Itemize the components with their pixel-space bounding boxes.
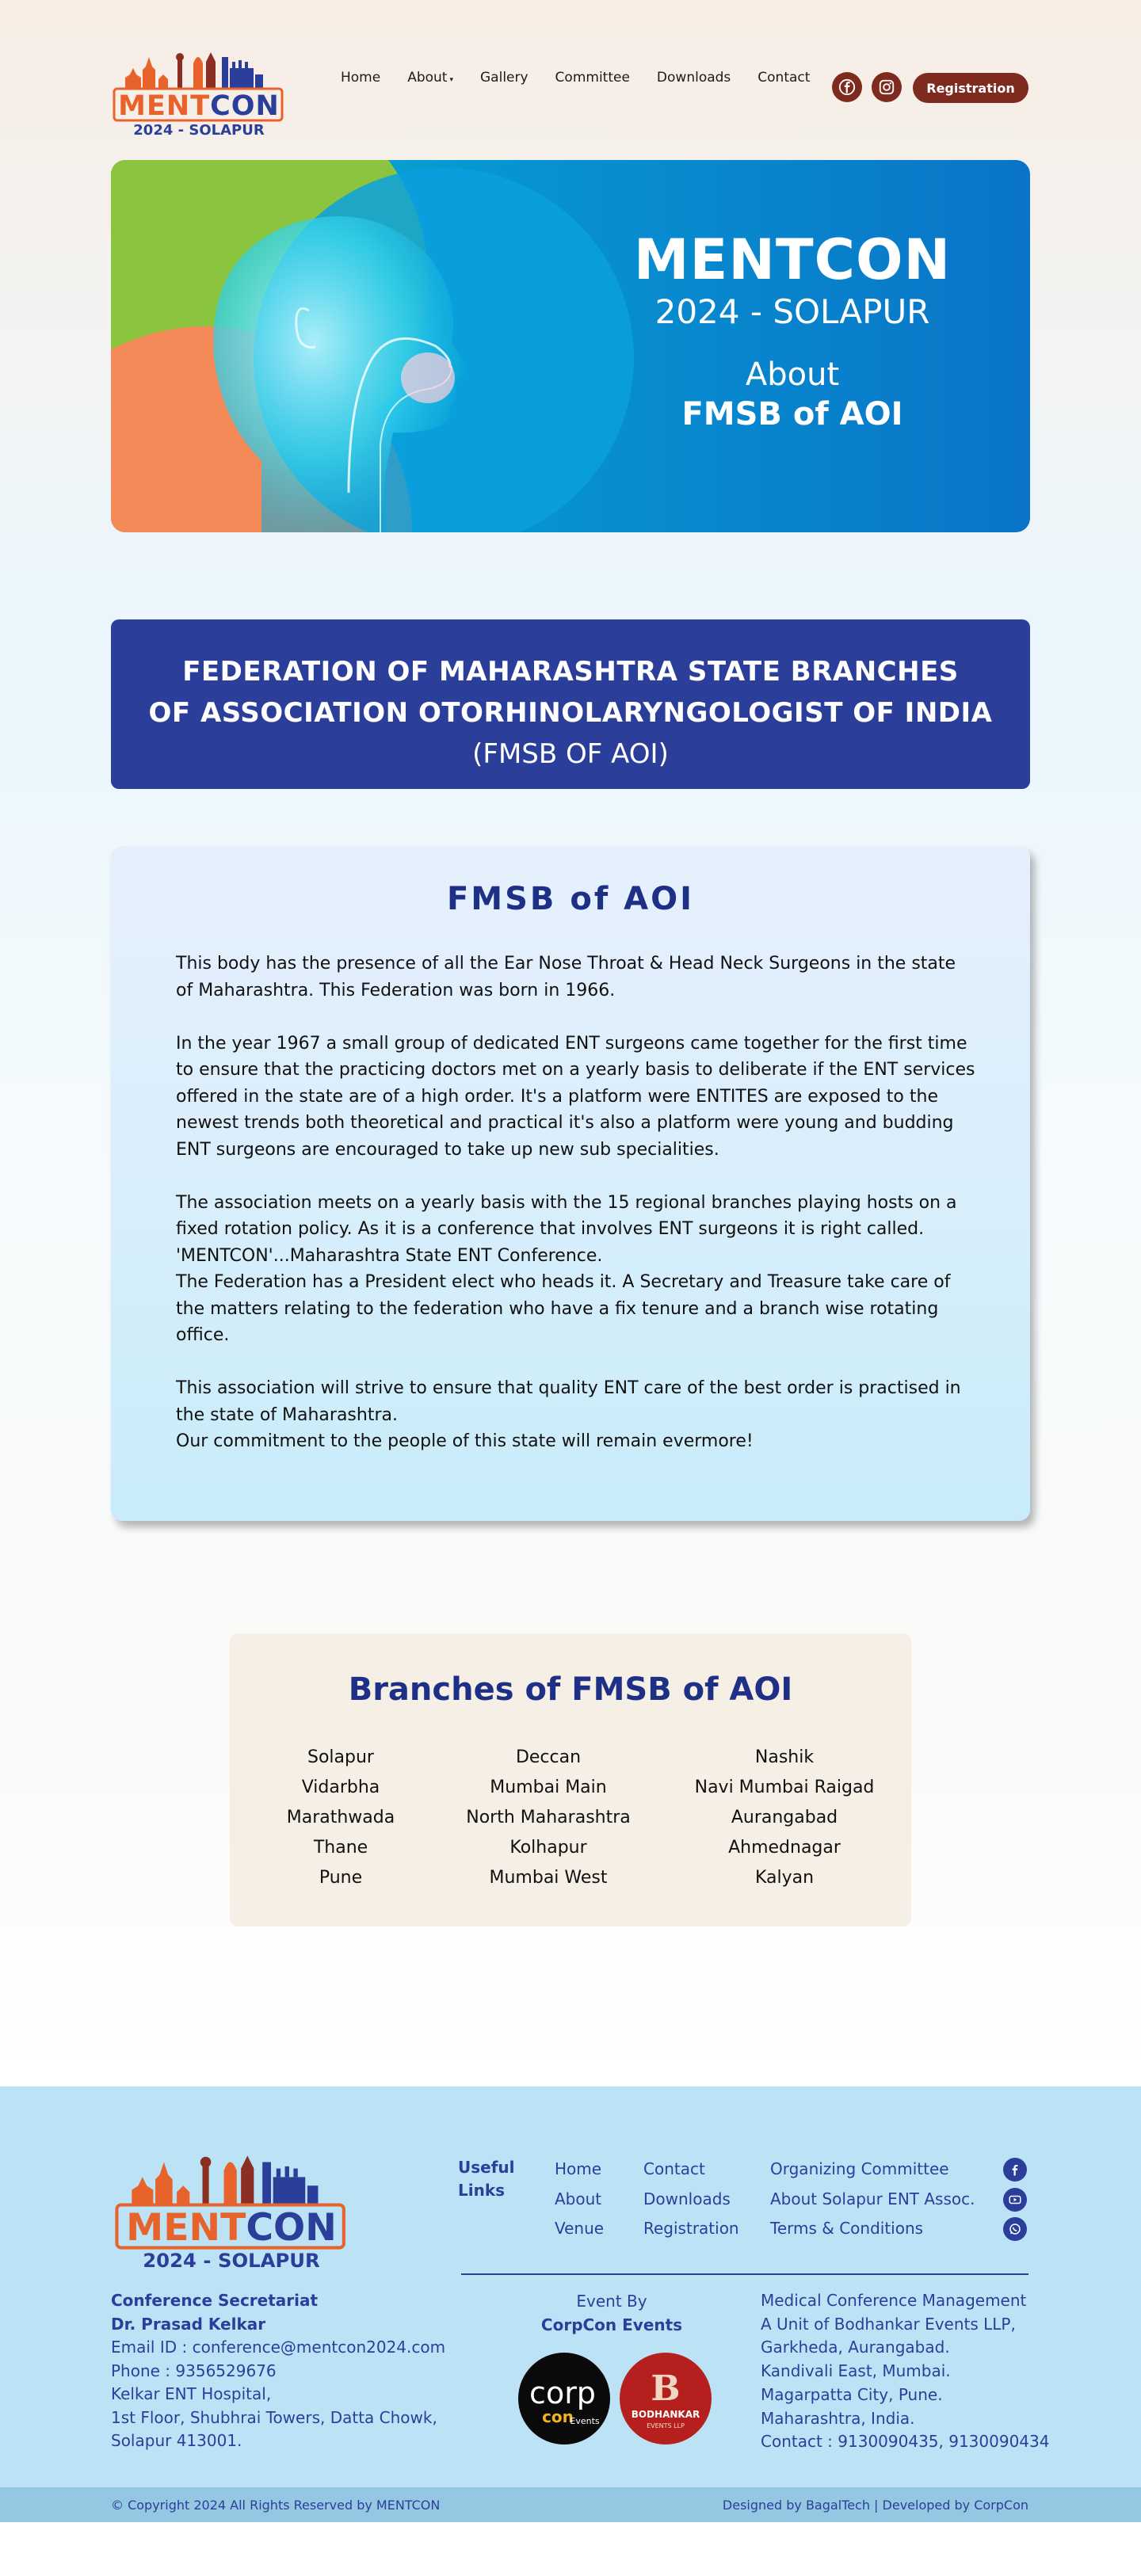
corpcon-logo-sub: con [542,2407,574,2426]
secretariat-name: Dr. Prasad Kelkar [111,2314,266,2334]
nav-committee[interactable]: Committee [555,70,630,86]
about-card [111,846,1030,1521]
about-paragraph: This body has the presence of all the Ear Nose Throat & Head Neck Surgeons in the state of Maharashtra. This Federation was born in 1966. [176,954,956,1000]
whatsapp-icon[interactable] [1003,2217,1027,2241]
branches-card [230,1633,911,1926]
youtube-icon[interactable] [1003,2188,1027,2212]
federation-banner [111,619,1030,789]
branch-item: Kalyan [754,1868,815,1888]
copyright-text: © Copyright 2024 All Rights Reserved by MENTCON [111,2498,441,2513]
branch-item: Solapur [307,1747,374,1767]
svg-text:2024 - SOLAPUR: 2024 - SOLAPUR [133,122,265,139]
nav-downloads[interactable]: Downloads [656,70,731,86]
footer-link-downloads[interactable]: Downloads [643,2189,731,2208]
copyright-bar [0,2487,1141,2522]
secretariat-phone[interactable]: Phone : 9356529676 [111,2361,277,2380]
secretariat-address-1: 1st Floor, Shubhrai Towers, Datta Chowk, [111,2407,437,2427]
federation-line-3: (FMSB OF AOI) [472,738,669,770]
nav-gallery[interactable]: Gallery [480,70,529,86]
management-line: Magarpatta City, Pune. [761,2384,943,2404]
footer-link-registration[interactable]: Registration [643,2219,739,2238]
branch-item: Mumbai West [489,1868,608,1888]
site-footer [0,2086,1141,2521]
event-by [532,2289,691,2337]
management-line: A Unit of Bodhankar Events LLP, [761,2314,1016,2334]
site-header [0,0,1141,151]
corpcon-logo[interactable] [517,2351,612,2446]
about-body [176,951,976,1455]
instagram-icon[interactable] [872,72,902,102]
about-paragraph: The association meets on a yearly basis with the 15 regional branches playing hosts on a fixed rotation policy. As it is a conference that involves ENT surgeons it is right called. 'MENTCON'...Maharashtra State ENT Conference. [176,1192,957,1266]
footer-social [1003,2158,1027,2247]
secretariat-address-2: Solapur 413001. [111,2431,242,2450]
branch-column [681,1743,887,1893]
mentcon-logo[interactable] [111,22,287,139]
secretariat-hospital: Kelkar ENT Hospital, [111,2384,272,2403]
branch-item: Deccan [515,1747,582,1767]
main-nav [341,70,837,86]
branches-title: Branches of FMSB of AOI [348,1671,793,1708]
nav-home[interactable]: Home [341,70,381,86]
facebook-icon[interactable] [1003,2158,1027,2182]
partner-logos [517,2351,713,2446]
footer-mentcon-logo[interactable] [111,2115,352,2273]
about-paragraph: This association will strive to ensure that quality ENT care of the best order is practised in the state of Maharashtra. [176,1378,961,1425]
footer-divider [461,2273,1028,2275]
branch-item: Nashik [754,1747,815,1767]
conference-secretariat [111,2289,445,2453]
branch-column [445,1743,651,1893]
nav-contact[interactable]: Contact [757,70,811,86]
federation-line-1: FEDERATION OF MAHARASHTRA STATE BRANCHES [182,656,959,688]
management-contact[interactable]: Contact : 9130090435, 9130090434 [761,2432,1050,2452]
branch-item: Kolhapur [509,1838,587,1858]
footer-links-col-1 [555,2155,604,2244]
corpcon-logo-tag: Events [570,2416,600,2426]
svg-text:MENTCON: MENTCON [126,2206,337,2250]
logo-wordmark: MENTCON [118,90,280,122]
hero-title: MENTCON [633,227,952,292]
management-line: Kandivali East, Mumbai. [761,2361,951,2381]
conference-management [761,2289,1049,2454]
branch-item: Ahmednagar [728,1838,841,1858]
about-paragraph: In the year 1967 a small group of dedicated ENT surgeons came together for the first time to ensure that the practicing doctors met on a yearly basis to deliberate if the ENT services offered in the state are of a high order. It's a platform were ENTITES are exposed to the newest trends both theoretical and practical it's also a platform were young and budding ENT surgeons are encouraged to take up new sub specialities. [176,1033,975,1160]
branch-item: Thane [313,1838,368,1858]
management-line: Medical Conference Management [761,2291,1027,2310]
registration-button[interactable]: Registration [913,73,1028,103]
secretariat-email[interactable]: Email ID : conference@mentcon2024.com [111,2338,446,2357]
bodhankar-logo-sub: EVENTS LLP [647,2422,685,2429]
management-line: Maharashtra, India. [761,2408,915,2428]
footer-link-organizing-committee[interactable]: Organizing Committee [770,2159,949,2178]
secretariat-heading: Conference Secretariat [111,2291,319,2310]
chevron-down-icon: ▾ [449,76,453,84]
branch-item: North Maharashtra [466,1808,631,1827]
footer-link-contact[interactable]: Contact [643,2159,705,2178]
branch-item: Marathwada [286,1808,395,1827]
branch-item: Mumbai Main [490,1778,607,1797]
bodhankar-logo-text: BODHANKAR [631,2409,700,2420]
branch-column [238,1743,444,1893]
useful-links-label: Useful Links [458,2158,515,2200]
federation-line-2: OF ASSOCIATION OTORHINOLARYNGOLOGIST OF INDIA [148,697,993,729]
branch-item: Vidarbha [301,1778,380,1797]
footer-link-home[interactable]: Home [555,2159,602,2178]
credits-text[interactable]: Designed by BagalTech | Developed by CorpCon [722,2498,1028,2513]
branch-item: Navi Mumbai Raigad [694,1778,875,1797]
event-by-label: Event By [576,2292,647,2311]
bodhankar-logo[interactable] [618,2351,713,2446]
footer-link-venue[interactable]: Venue [555,2219,605,2238]
footer-link-terms[interactable]: Terms & Conditions [770,2219,924,2238]
about-paragraph: The Federation has a President elect who heads it. A Secretary and Treasure take care of the matters relating to the federation who have a fix tenure and a branch wise rotating office. [176,1272,951,1345]
header-social [832,72,902,102]
hero-subtitle: 2024 - SOLAPUR [654,292,930,331]
event-by-company: CorpCon Events [540,2315,683,2334]
branch-item: Pune [319,1868,363,1888]
about-paragraph: Our commitment to the people of this state will remain evermore! [176,1431,754,1451]
svg-text:B: B [651,2368,681,2409]
footer-link-about[interactable]: About [555,2189,602,2208]
hero-text [618,228,967,434]
about-title: FMSB of AOI [446,881,694,917]
nav-about[interactable] [407,70,453,86]
footer-links-col-3 [770,2155,975,2244]
footer-links-col-2 [643,2155,739,2244]
branch-item: Aurangabad [731,1808,838,1827]
hero-banner [111,160,1030,532]
footer-link-about-solapur-ent[interactable]: About Solapur ENT Assoc. [770,2189,975,2208]
corpcon-logo-text: corp [529,2376,596,2410]
nav-about-label: About [407,70,448,86]
hero-org-label: FMSB of AOI [681,396,903,433]
facebook-icon[interactable] [832,72,862,102]
hero-about-label: About [745,356,840,393]
svg-text:2024 - SOLAPUR: 2024 - SOLAPUR [143,2248,320,2272]
management-line: Garkheda, Aurangabad. [761,2338,950,2357]
